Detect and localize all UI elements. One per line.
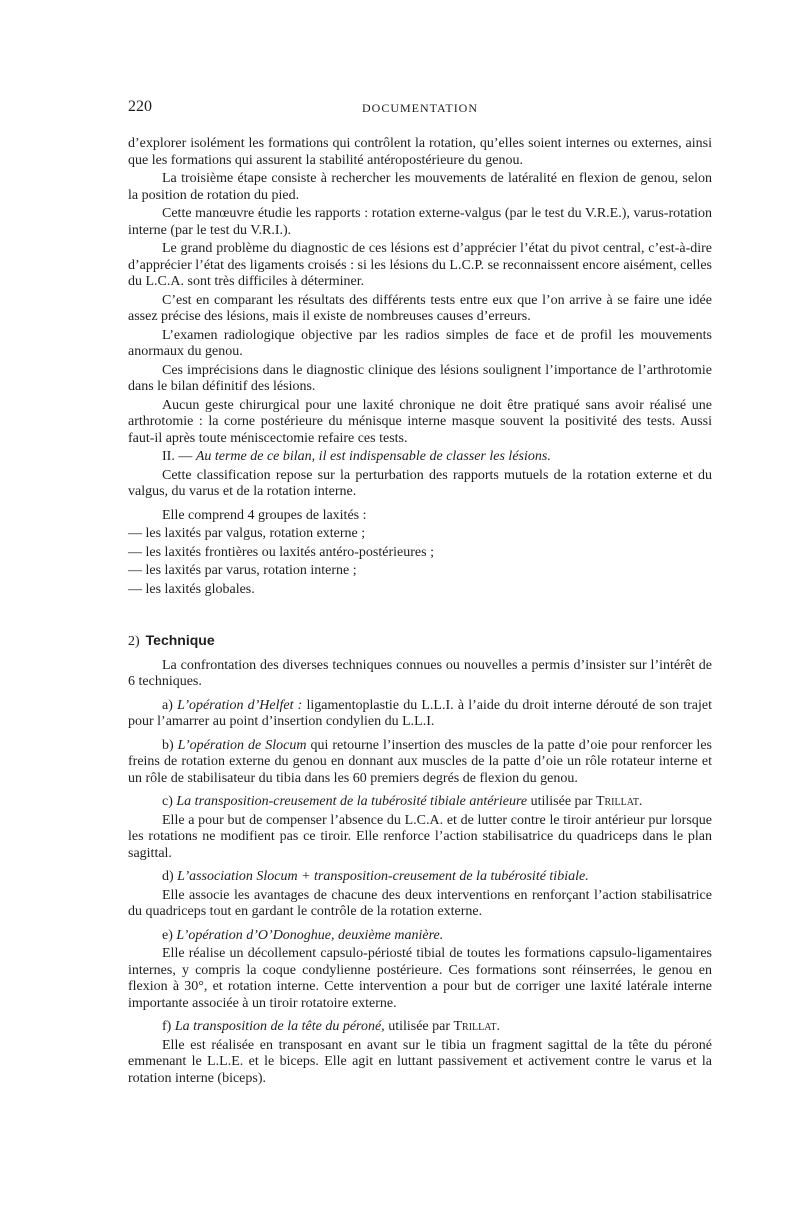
paragraph: C’est en comparant les résultats des différents tests entre eux que l’on arrive à se faire une idée assez précise des lésions, mais il existe de nombreuses causes d’erreurs. [128,292,712,324]
technique-item [128,928,712,945]
list-item: — les laxités par valgus, rotation externe ; [128,526,366,541]
item-label: d) [162,869,174,884]
page-number: 220 [128,98,152,115]
item-title: L’opération d’Helfet : [177,697,303,713]
page-header [128,98,712,118]
paragraph: Elle est réalisée en transposant en avant sur le tibia un fragment sagittal de la tête du péroné emmenant le L.L.E. et le biceps. Elle agit en luttant passivement et activement contre le varus et la rotation interne (biceps). [128,1037,712,1086]
paragraph: Elle associe les avantages de chacune des deux interventions en renforçant l’action stabilisatrice du quadriceps tout en gardant le contrôle de la rotation externe. [128,887,712,919]
list-item: — les laxités par varus, rotation interne ; [128,563,357,578]
item-label: e) [162,927,173,943]
item-label: a) [162,697,173,713]
technique-item [128,1019,712,1036]
part-heading [128,449,712,466]
author-name: Trillat. [595,794,643,809]
paragraph: Cette classification repose sur la perturbation des rapports mutuels de la rotation externe et du valgus, du varus et de la rotation interne. [128,467,712,499]
section-heading [128,632,712,651]
item-label: f) [162,1019,172,1034]
author-name: Trillat. [453,1019,500,1034]
item-label: c) [162,794,173,809]
paragraph: La troisième étape consiste à rechercher les mouvements de latéralité en flexion de genou, selon la position de rotation du pied. [128,171,712,203]
running-head: DOCUMENTATION [361,101,479,115]
technique-item [128,738,712,788]
item-text: utilisée par [527,794,596,809]
item-title: L’opération de Slocum [177,737,307,753]
list-item: — les laxités globales. [128,581,255,597]
technique-item [128,794,712,811]
technique-item [128,869,712,886]
paragraph: Ces imprécisions dans le diagnostic clinique des lésions soulignent l’importance de l’arthrotomie dans le bilan définitif des lésions. [128,362,712,394]
paragraph: L’examen radiologique objective par les radios simples de face et de profil les mouvements anormaux du genou. [128,327,712,359]
page-body [128,136,712,1087]
technique-item [128,698,712,731]
paragraph: Elle réalise un décollement capsulo-périosté tibial de toutes les formations capsulo-ligamentaires internes, y compris la coque condylienne postérieure. Ces formations sont réinserrées, le genou en flexion à 30°, et rotation interne. Cette intervention a pour but de corriger une laxité latérale interne importante associée à un tiroir rotatoire externe. [128,946,712,1011]
paragraph: Cette manœuvre étudie les rapports : rotation externe-valgus (par le test du V.R.E.), varus-rotation interne (par le test du V.R.I.). [128,206,712,238]
item-text: utilisée par [384,1019,454,1034]
part-label: II. — [162,449,193,464]
paragraph: Aucun geste chirurgical pour une laxité chronique ne doit être pratiqué sans avoir réalisé une arthrotomie : la corne postérieure du ménisque interne masque souvent la positivité des tests. Aussi faut-il après toute méniscectomie refaire ces tests. [128,397,712,446]
section-title: Technique [145,632,215,648]
paragraph: d’explorer isolément les formations qui contrôlent la rotation, qu’elles soient internes ou externes, ainsi que les formations qui assurent la stabilité antéropostérieure du genou. [128,136,712,168]
paragraph: Le grand problème du diagnostic de ces lésions est d’apprécier l’état du pivot central, c’est-à-dire d’apprécier l’état des ligaments croisés : si les lésions du L.C.P. se reconnaissent encore aisément, celles du L.C.A. sont très difficiles à déterminer. [128,241,712,289]
item-title: L’opération d’O’Donoghue, deuxième manière. [176,927,444,943]
list-intro: Elle comprend 4 groupes de laxités : [162,507,367,523]
item-text: qui retourne l’insertion des muscles de la patte d’oie pour renforcer les freins de rotation externe du genou en donnant aux muscles de la patte d’oie un rôle rotateur interne et un rôle de stabilisateur du tibia dans les 60 premiers degrés de flexion du genou. [128,737,712,786]
item-title: La transposition de la tête du péroné, [174,1019,385,1034]
section-number: 2) [128,634,140,649]
item-label: b) [162,737,174,753]
paragraph: La confrontation des diverses techniques connues ou nouvelles a permis d’insister sur l’intérêt de 6 techniques. [128,657,712,689]
item-text: ligamentoplastie du L.L.I. à l’aide du droit interne dérouté de son trajet pour l’amarrer au point d’insertion condylien du L.L.I. [128,697,713,729]
paragraph: Elle a pour but de compenser l’absence du L.C.A. et de lutter contre le tiroir antérieur pur lorsque les rotations ne modifient pas ce tiroir. Elle renforce l’action stabilisatrice du quadriceps dans le plan sagittal. [128,812,712,861]
item-title: L’association Slocum + transposition-creusement de la tubérosité tibiale. [177,869,589,884]
item-title: La transposition-creusement de la tubérosité tibiale antérieure [176,794,528,809]
list-item: — les laxités frontières ou laxités antéro-postérieures ; [128,544,434,560]
part-title: Au terme de ce bilan, il est indispensable de classer les lésions. [195,449,551,464]
